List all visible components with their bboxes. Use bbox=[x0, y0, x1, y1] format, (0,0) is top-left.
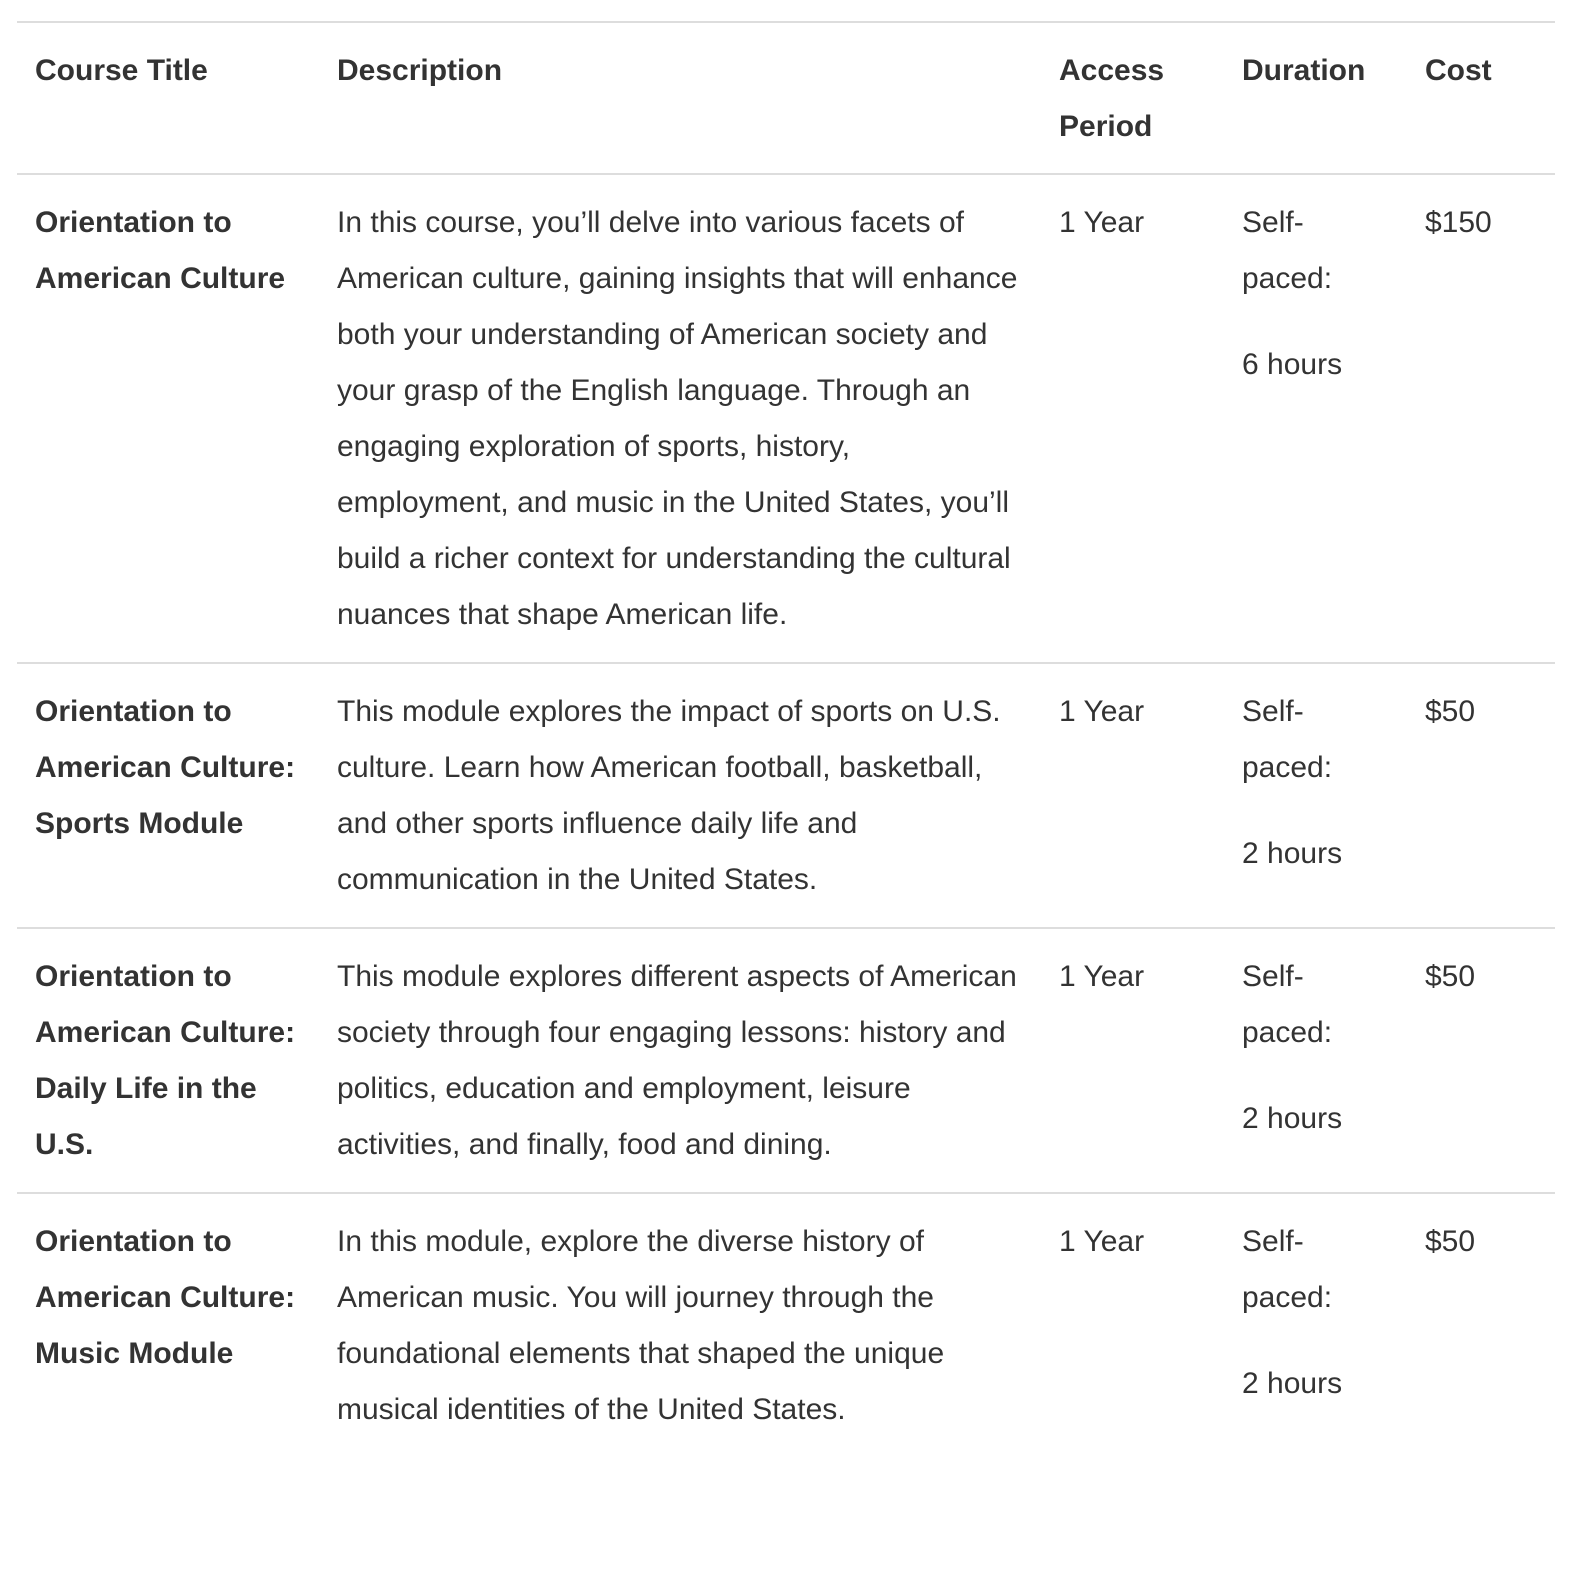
course-title: Orientation to American Culture: Music Module bbox=[35, 1225, 296, 1370]
course-description: In this course, you’ll delve into various facets of American culture, gaining insights that will enhance both your understanding of American society and your grasp of the English language. Through an engaging exploration of sports, history, employment, and music in the United States, you’ll build a richer context for understanding the cultural nuances that shape American life. bbox=[337, 206, 1018, 631]
course-title: Orientation to American Culture: Daily Life in the U.S. bbox=[35, 960, 296, 1161]
table-row bbox=[17, 928, 1555, 1193]
course-cost: $50 bbox=[1425, 695, 1476, 728]
table-header bbox=[17, 22, 1555, 174]
table-row bbox=[17, 174, 1555, 663]
course-table-container bbox=[17, 21, 1555, 1457]
course-cost: $50 bbox=[1425, 960, 1476, 993]
duration-label: Self-paced: bbox=[1242, 206, 1333, 295]
course-title: Orientation to American Culture bbox=[35, 206, 286, 295]
access-period: 1 Year bbox=[1059, 206, 1145, 239]
table-row bbox=[17, 663, 1555, 928]
course-cost: $50 bbox=[1425, 1225, 1476, 1258]
duration-value: 6 hours bbox=[1242, 348, 1343, 381]
course-title: Orientation to American Culture: Sports Module bbox=[35, 695, 296, 840]
course-cost: $150 bbox=[1425, 206, 1492, 239]
access-period: 1 Year bbox=[1059, 695, 1145, 728]
course-description: This module explores different aspects of American society through four engaging lessons: history and politics, education and employment, leisure activities, and finally, food and dining. bbox=[337, 960, 1017, 1161]
header-course-title: Course Title bbox=[35, 54, 208, 87]
duration bbox=[1224, 928, 1407, 1193]
table-row bbox=[17, 1193, 1555, 1457]
duration-label: Self-paced: bbox=[1242, 960, 1333, 1049]
access-period: 1 Year bbox=[1059, 960, 1145, 993]
access-period: 1 Year bbox=[1059, 1225, 1145, 1258]
duration-label: Self-paced: bbox=[1242, 695, 1333, 784]
table-body bbox=[17, 174, 1555, 1457]
duration bbox=[1224, 174, 1407, 663]
course-description: In this module, explore the diverse history of American music. You will journey through the foundational elements that shaped the unique musical identities of the United States. bbox=[337, 1225, 945, 1426]
header-cost: Cost bbox=[1425, 54, 1492, 87]
duration-value: 2 hours bbox=[1242, 1102, 1343, 1135]
header-access-period: Access Period bbox=[1059, 54, 1165, 143]
duration bbox=[1224, 1193, 1407, 1457]
course-description: This module explores the impact of sports on U.S. culture. Learn how American football, basketball, and other sports influence daily life and communication in the United States. bbox=[337, 695, 1001, 896]
header-row bbox=[17, 22, 1555, 174]
header-duration: Duration bbox=[1242, 54, 1366, 87]
duration-value: 2 hours bbox=[1242, 837, 1343, 870]
course-table bbox=[17, 21, 1555, 1457]
duration-value: 2 hours bbox=[1242, 1367, 1343, 1400]
header-description: Description bbox=[337, 54, 503, 87]
duration-label: Self-paced: bbox=[1242, 1225, 1333, 1314]
duration bbox=[1224, 663, 1407, 928]
